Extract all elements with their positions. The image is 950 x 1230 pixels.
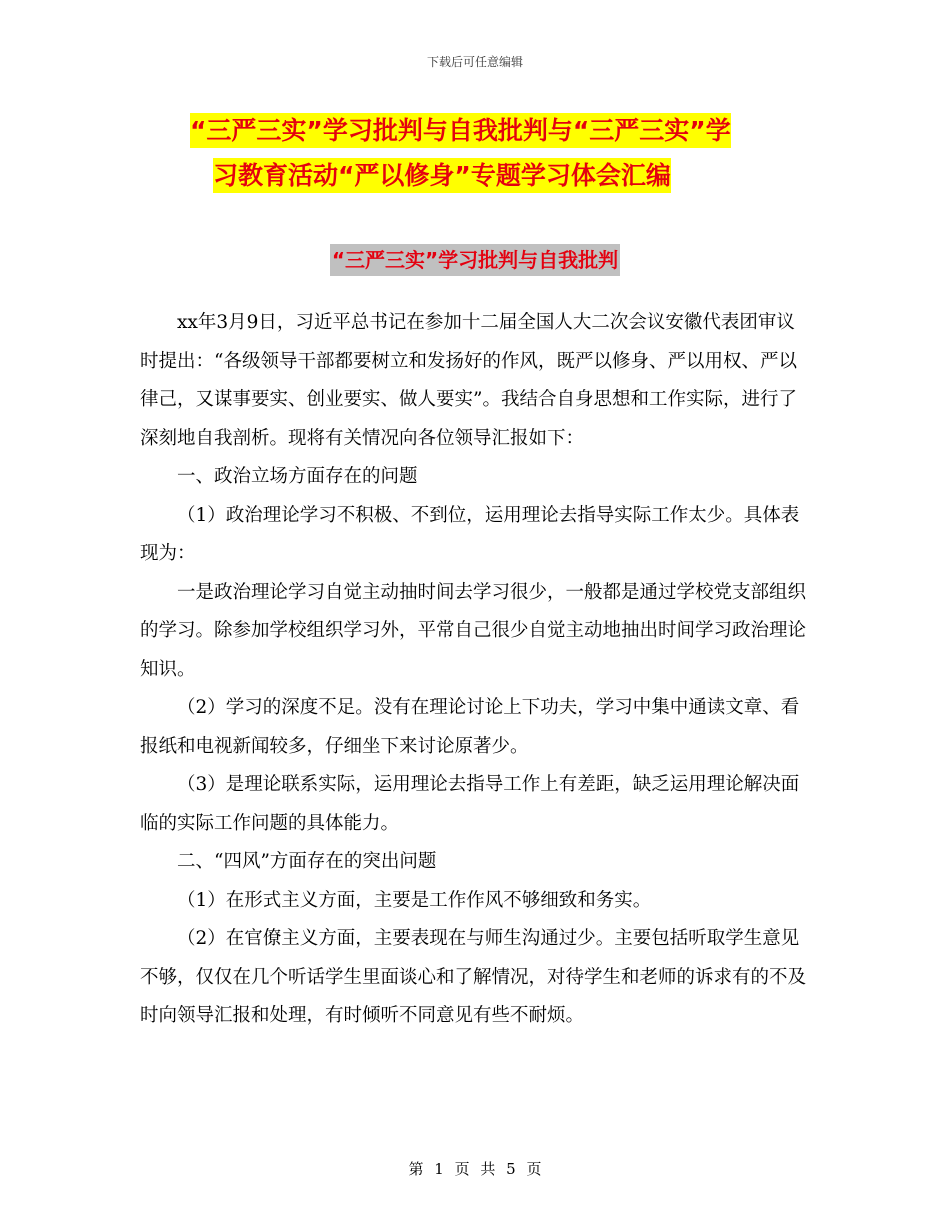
section-subtitle-text: “三严三实”学习批判与自我批判: [330, 244, 620, 276]
paragraph: 二、“四风”方面存在的突出问题: [177, 851, 437, 872]
paragraph: （2）在官僚主义方面，主要表现在与师生沟通过少。主要包括听取学生意见不够，仅仅在几个听话学生里面谈心和了解情况，对待学生和老师的诉求有的不及时向领导汇报和处理，有时倾听不同意见有些不耐烦。: [140, 928, 807, 1026]
paragraph: （1）在形式主义方面，主要是工作作风不够细致和务实。: [177, 889, 652, 911]
title-line-1-text: “三严三实”学习批判与自我批判与“三严三实”学: [190, 113, 731, 148]
paragraph: 一、政治立场方面存在的问题: [177, 466, 418, 487]
title-line-2: [180, 153, 810, 198]
header-note: 下载后可任意编辑: [426, 55, 523, 69]
paragraph: （3）是理论联系实际，运用理论去指导工作上有差距，缺乏运用理论解决面临的实际工作问题的具体能力。: [140, 774, 800, 834]
paragraph: xx年3月9日，习近平总书记在参加十二届全国人大二次会议安徽代表团审议时提出：“各级领导干部都要树立和发扬好的作风，既严以修身、严以用权、严以律己，又谋事要实、创业要实、做人要实”。我结合自身思想和工作实际，进行了深刻地自我剖析。现将有关情况向各位领导汇报如下：: [140, 312, 797, 449]
title-line-2-text: 习教育活动“严以修身”专题学习体会汇编: [213, 158, 671, 193]
paragraph: 一是政治理论学习自觉主动抽时间去学习很少，一般都是通过学校党支部组织的学习。除参加学校组织学习外，平常自己很少自觉主动地抽出时间学习政治理论知识。: [140, 581, 807, 680]
title-line-1: [180, 108, 810, 153]
page-footer: 第 1 页 共 5 页: [408, 1160, 542, 1178]
section-subtitle: [0, 244, 950, 273]
document-body: [140, 304, 810, 1036]
document-title: [180, 108, 810, 198]
paragraph: （2）学习的深度不足。没有在理论讨论上下功夫，学习中集中通读文章、看报纸和电视新闻较多，仔细坐下来讨论原著少。: [140, 697, 800, 757]
paragraph: （1）政治理论学习不积极、不到位，运用理论去指导实际工作太少。具体表现为：: [140, 504, 800, 564]
